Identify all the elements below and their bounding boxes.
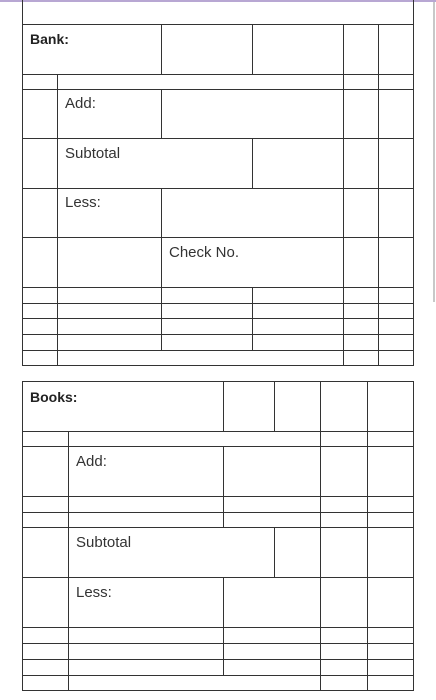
books-title: Books:	[30, 389, 78, 405]
books-subtotal-label: Subtotal	[76, 534, 132, 551]
bank-subtotal-label: Subtotal	[65, 145, 121, 162]
books-add-label: Add:	[76, 453, 107, 470]
bank-check-no-label: Check No.	[169, 244, 240, 261]
bank-less-label: Less:	[65, 194, 101, 211]
books-less-label: Less:	[76, 584, 112, 601]
bank-table-lines	[23, 0, 414, 366]
bank-add-label: Add:	[65, 95, 96, 112]
bank-title: Bank:	[30, 31, 69, 47]
